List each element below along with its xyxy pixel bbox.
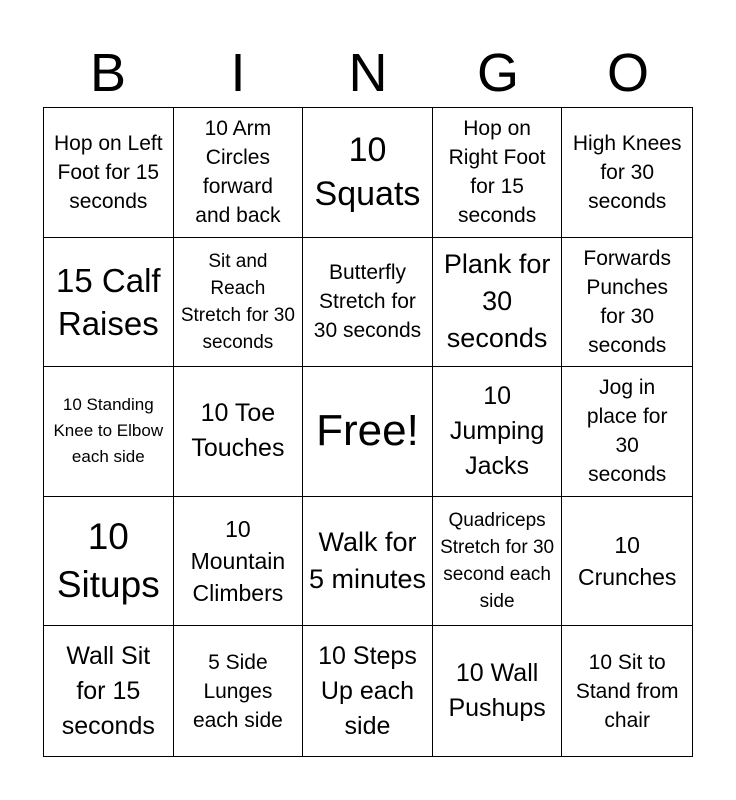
bingo-cell[interactable] xyxy=(303,238,433,368)
bingo-cell[interactable] xyxy=(174,238,304,368)
cell-text: Quadriceps Stretch for 30 second each side xyxy=(440,510,555,613)
cell-text: Sit and Reach Stretch for 30 seconds xyxy=(180,250,295,353)
bingo-cell[interactable] xyxy=(433,626,563,756)
bingo-cell-free[interactable] xyxy=(303,367,433,497)
cell-text: 10 Toe Touches xyxy=(191,399,285,463)
cell-text: Plank for 30 seconds xyxy=(443,249,551,354)
header-letter-o: O xyxy=(606,43,649,103)
bingo-cell[interactable] xyxy=(174,108,304,238)
bingo-cell[interactable] xyxy=(303,497,433,627)
bingo-cell[interactable] xyxy=(303,626,433,756)
cell-text: 5 Side Lunges each side xyxy=(192,650,283,732)
cell-text: 10 Steps Up each side xyxy=(318,641,417,740)
cell-text: Forwards Punches for 30 seconds xyxy=(583,246,671,357)
bingo-header xyxy=(43,40,693,106)
bingo-cell[interactable] xyxy=(44,497,174,627)
header-letter-i: I xyxy=(230,43,246,103)
cell-text: Hop on Right Foot for 15 seconds xyxy=(448,117,546,228)
cell-text: Walk for 5 minutes xyxy=(308,527,427,595)
cell-text: Wall Sit for 15 seconds xyxy=(61,641,155,740)
bingo-cell[interactable] xyxy=(562,497,692,627)
cell-text: 10 Arm Circles forward and back xyxy=(195,117,281,228)
cell-text: 10 Crunches xyxy=(577,532,677,591)
bingo-cell[interactable] xyxy=(433,497,563,627)
bingo-cell[interactable] xyxy=(44,626,174,756)
bingo-cell[interactable] xyxy=(44,108,174,238)
cell-text: 10 Squats xyxy=(314,131,421,214)
cell-text: 10 Standing Knee to Elbow each side xyxy=(53,395,164,467)
bingo-cell[interactable] xyxy=(562,626,692,756)
cell-text: 10 Jumping Jacks xyxy=(449,381,545,480)
bingo-cell[interactable] xyxy=(562,108,692,238)
bingo-cell[interactable] xyxy=(44,367,174,497)
cell-text: 10 Mountain Climbers xyxy=(190,516,286,607)
bingo-cell[interactable] xyxy=(174,497,304,627)
bingo-cell[interactable] xyxy=(174,626,304,756)
header-letter-b: B xyxy=(89,43,127,103)
cell-text: 10 Wall Pushups xyxy=(448,659,546,723)
bingo-cell[interactable] xyxy=(562,367,692,497)
cell-text: Jog in place for 30 seconds xyxy=(586,376,668,487)
cell-text: 10 Sit to Stand from chair xyxy=(575,650,679,732)
bingo-cell[interactable] xyxy=(44,238,174,368)
bingo-cell[interactable] xyxy=(174,367,304,497)
header-letter-n: N xyxy=(348,43,388,103)
bingo-cell[interactable] xyxy=(433,367,563,497)
cell-text: 15 Calf Raises xyxy=(56,261,161,342)
header-letter-g: G xyxy=(476,43,519,103)
cell-text: Butterfly Stretch for 30 seconds xyxy=(313,261,422,343)
cell-text: Free! xyxy=(316,406,419,456)
bingo-cell[interactable] xyxy=(303,108,433,238)
bingo-cell[interactable] xyxy=(433,108,563,238)
bingo-cell[interactable] xyxy=(433,238,563,368)
cell-text: Hop on Left Foot for 15 seconds xyxy=(54,131,163,213)
cell-text: High Knees for 30 seconds xyxy=(572,131,682,213)
bingo-grid xyxy=(43,107,693,757)
bingo-cell[interactable] xyxy=(562,238,692,368)
cell-text: 10 Situps xyxy=(56,516,160,606)
